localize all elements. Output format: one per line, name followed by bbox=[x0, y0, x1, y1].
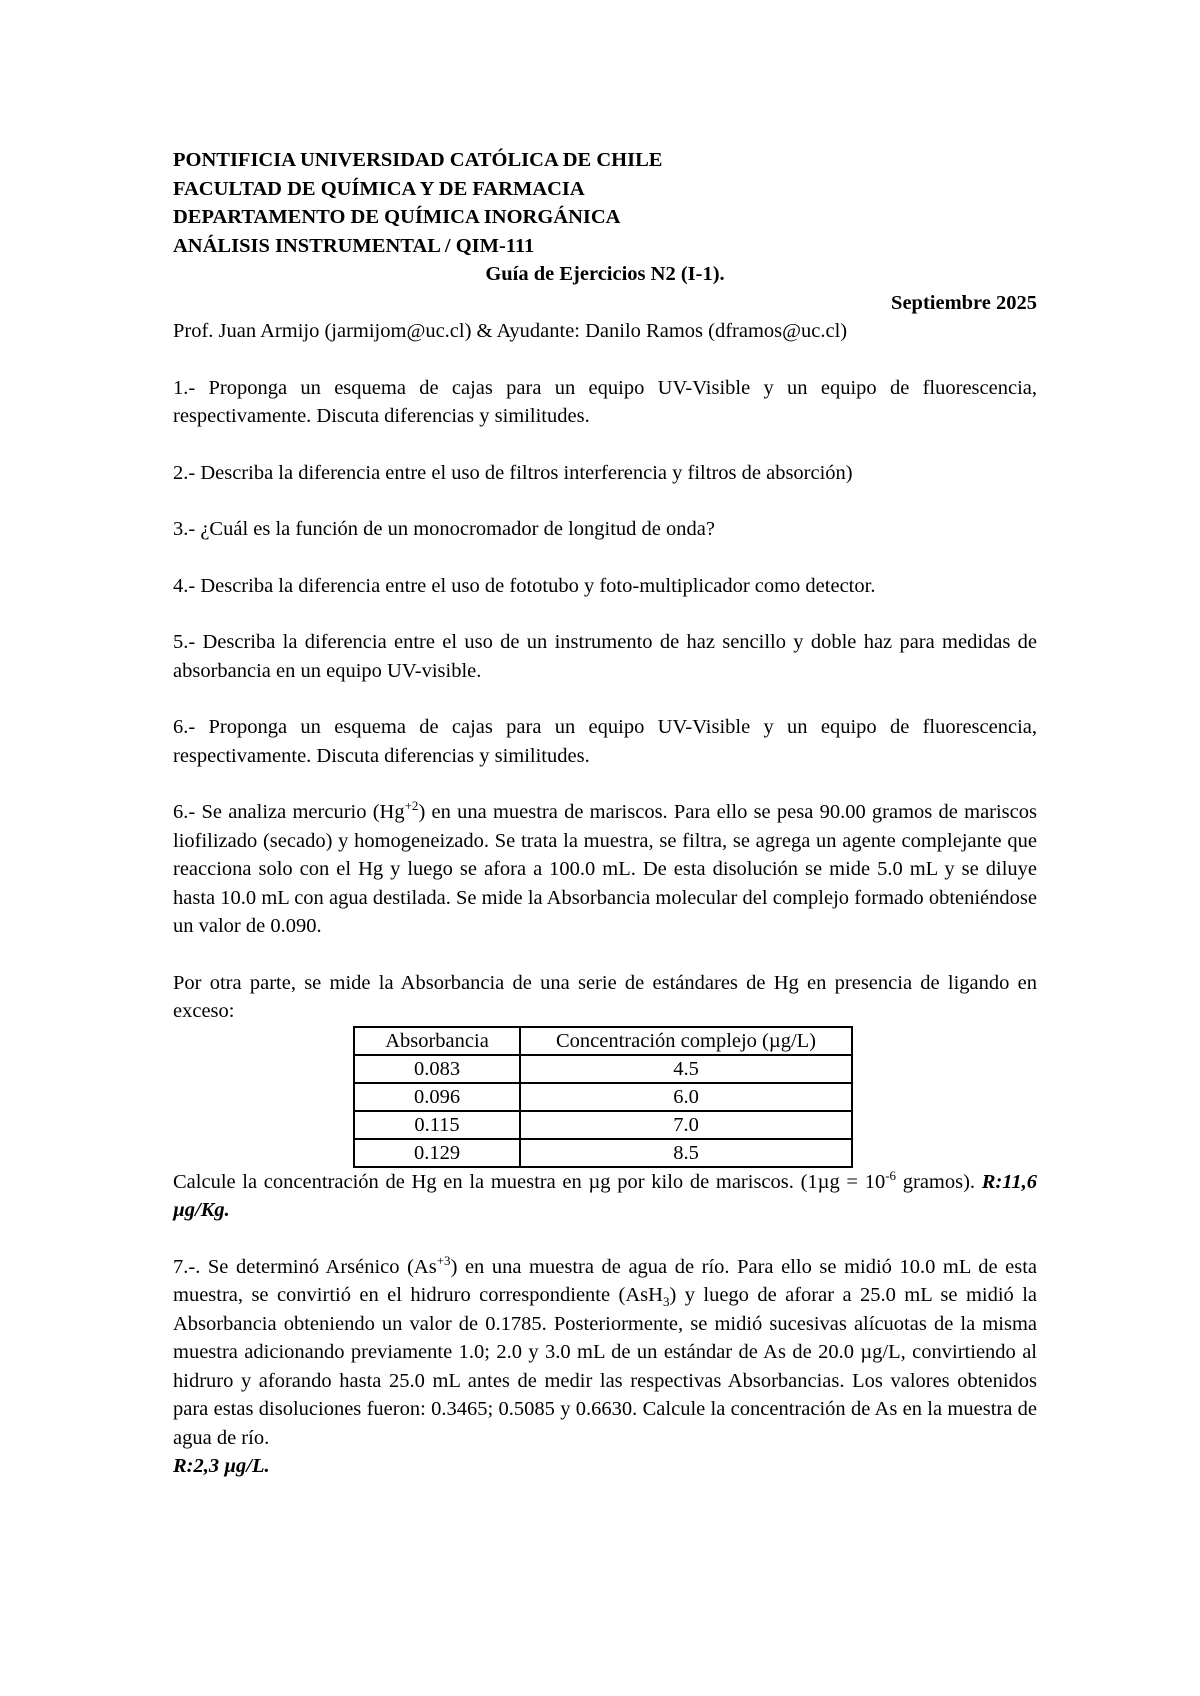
q6-calc-post: gramos). bbox=[896, 1170, 976, 1193]
q6-calc-pre: Calcule la concentración de Hg en la muestra en µg por kilo de mariscos. (1µg = 10 bbox=[173, 1170, 886, 1193]
q7-text-mid2: ) y luego de aforar a 25.0 mL se midió la Absorbancia obteniendo un valor de 0.1785. Posteriormente, se midió sucesivas alícuotas de la misma muestra adicionando previamente 1.0; 2.0 y 3.0 mL de un estándar de As de 20.0 µg/L, convirtiendo al hidruro y aforando hasta 25.0 mL antes de medir las respectivas Absorbancias. Los valores obtenidos para estas disoluciones fueron: 0.3465; 0.5085 y 0.6630. Calcule la concentración de As en la muestra de agua de río. bbox=[173, 1284, 1037, 1449]
q7-charge-superscript: +3 bbox=[436, 1252, 451, 1268]
table-cell: 0.115 bbox=[354, 1111, 520, 1139]
question-1: 1.- Proponga un esquema de cajas para un equipo UV-Visible y un equipo de fluorescencia, respectivamente. Discuta diferencias y similitudes. bbox=[173, 376, 1037, 427]
q6-text-pre: 6.- Se analiza mercurio (Hg bbox=[173, 801, 405, 823]
table-row bbox=[354, 1111, 852, 1139]
question-6-mercury bbox=[173, 798, 1037, 941]
university-heading: PONTIFICIA UNIVERSIDAD CATÓLICA DE CHILE bbox=[173, 149, 663, 171]
table-cell: 8.5 bbox=[520, 1139, 852, 1167]
question-4: 4.- Describa la diferencia entre el uso de fototubo y foto-multiplicador como detector. bbox=[173, 574, 876, 597]
question-3: 3.- ¿Cuál es la función de un monocromador de longitud de onda? bbox=[173, 518, 715, 540]
course-heading: ANÁLISIS INSTRUMENTAL / QIM-111 bbox=[173, 234, 535, 257]
table-row bbox=[354, 1139, 852, 1167]
question-6-schema: 6.- Proponga un esquema de cajas para un equipo UV-Visible y un equipo de fluorescencia, respectivamente. Discuta diferencias y similitudes. bbox=[173, 716, 1037, 767]
q7-answer: R:2,3 µg/L. bbox=[173, 1455, 270, 1477]
question-2: 2.- Describa la diferencia entre el uso de filtros interferencia y filtros de absorción) bbox=[173, 461, 853, 484]
q6-text-post: ) en una muestra de mariscos. Para ello se pesa 90.00 gramos de mariscos liofilizado (secado) y homogeneizado. Se trata la muestra, se filtra, se agrega un agente complejante que reacciona solo con el Hg y luego se afora a 100.0 mL. De esta disolución se mide 5.0 mL y se diluye hasta 10.0 mL con agua destilada. Se mide la Absorbancia molecular del complejo formado obteniéndose un valor de 0.090. bbox=[173, 801, 1037, 937]
table-cell: 0.129 bbox=[354, 1139, 520, 1167]
document-date: Septiembre 2025 bbox=[891, 291, 1037, 314]
table-cell: 0.083 bbox=[354, 1055, 520, 1083]
q7-subscript: 3 bbox=[662, 1294, 670, 1310]
faculty-heading: FACULTAD DE QUÍMICA Y DE FARMACIA bbox=[173, 177, 585, 200]
q6-charge-superscript: +2 bbox=[404, 798, 419, 814]
table-cell: 0.096 bbox=[354, 1083, 520, 1111]
q6-exponent-superscript: -6 bbox=[885, 1167, 897, 1183]
staff-line: Prof. Juan Armijo (jarmijom@uc.cl) & Ayudante: Danilo Ramos (dframos@uc.cl) bbox=[173, 320, 848, 342]
table-cell: 4.5 bbox=[520, 1055, 852, 1083]
table-cell: 7.0 bbox=[520, 1111, 852, 1139]
q7-text-pre: 7.-. Se determinó Arsénico (As bbox=[173, 1255, 437, 1278]
table-header-row bbox=[354, 1027, 852, 1055]
question-5: 5.- Describa la diferencia entre el uso de un instrumento de haz sencillo y doble haz para medidas de absorbancia en un equipo UV-visible. bbox=[173, 631, 1037, 682]
question-7 bbox=[173, 1253, 1037, 1453]
table-row bbox=[354, 1083, 852, 1111]
table-row bbox=[354, 1055, 852, 1083]
q7-text-mid1: ) en una muestra de agua de río. Para ello se midió 10.0 mL de esta muestra, se convirtió en el hidruro correspondiente (AsH bbox=[173, 1255, 1038, 1306]
guide-title: Guía de Ejercicios N2 (I-1). bbox=[485, 263, 725, 285]
question-6-standards-intro: Por otra parte, se mide la Absorbancia de una serie de estándares de Hg en presencia de ligando en exceso: bbox=[173, 971, 1037, 1022]
table-cell: 6.0 bbox=[520, 1083, 852, 1111]
table-header-concentration: Concentración complejo (µg/L) bbox=[520, 1027, 852, 1055]
department-heading: DEPARTAMENTO DE QUÍMICA INORGÁNICA bbox=[173, 206, 621, 228]
q7-answer-line bbox=[173, 1452, 1037, 1481]
table-header-absorbance: Absorbancia bbox=[354, 1027, 520, 1055]
q6-answer: R:11,6 µg/Kg. bbox=[173, 1170, 1038, 1221]
question-6-calculation bbox=[173, 1168, 1037, 1225]
document-content bbox=[173, 146, 1037, 1509]
standards-table bbox=[353, 1026, 853, 1168]
